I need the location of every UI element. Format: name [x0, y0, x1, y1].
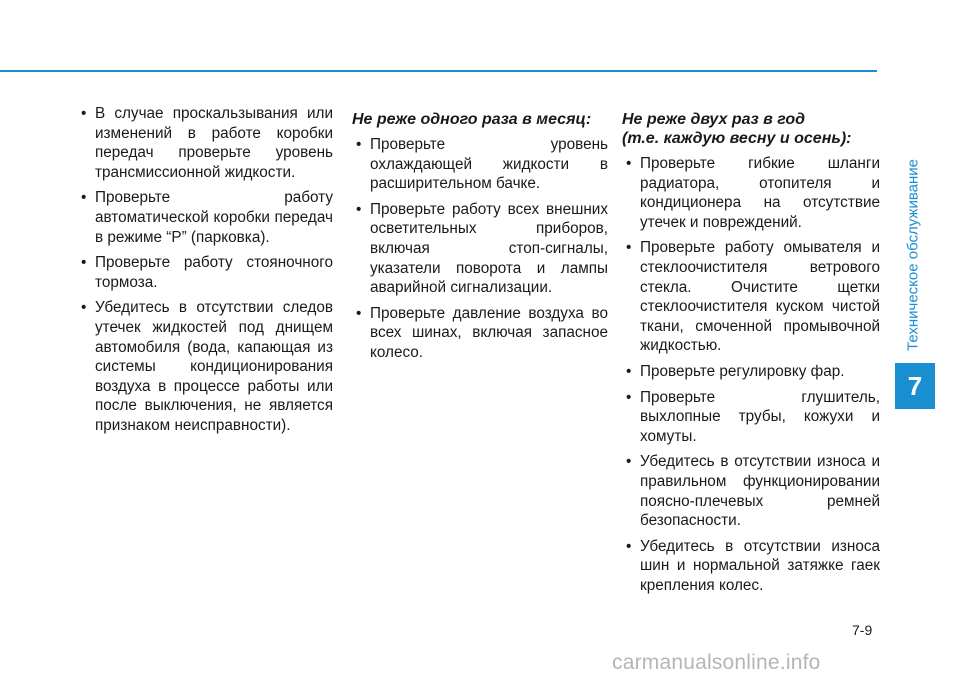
- list-item: • Убедитесь в отсутствии износа шин и нормальной затяжке гаек крепления колес.: [622, 537, 880, 596]
- list-item: • Проверьте давление воздуха во всех шинах, включая запасное колесо.: [352, 304, 608, 363]
- list-item: • Проверьте работу автоматической коробки передач в режиме “P” (парковка).: [77, 188, 333, 247]
- list-item: • Проверьте глушитель, выхлопные трубы, кожухи и хомуты.: [622, 388, 880, 447]
- list-item: • В случае проскальзывания или изменений в работе коробки передач проверьте уровень трансмиссионной жидкости.: [77, 104, 333, 182]
- watermark: carmanualsonline.info: [612, 651, 821, 674]
- list-item: • Убедитесь в отсутствии следов утечек жидкостей под днищем автомобиля (вода, капающая из системы кондиционирования воздуха в процессе работы или после выключения, не является признаком неисправности).: [77, 298, 333, 435]
- column-2: [352, 110, 608, 369]
- heading-line-1: Не реже двух раз в год: [622, 111, 806, 128]
- column-3: [622, 110, 880, 601]
- column-1: [77, 104, 333, 442]
- page-number: 7-9: [852, 622, 873, 638]
- monthly-heading: Не реже одного раза в месяц:: [352, 111, 592, 128]
- semiannual-heading: [622, 110, 880, 148]
- section-title-text: Техническое обслуживание: [904, 159, 922, 351]
- list-item: • Проверьте уровень охлаждающей жидкости в расширительном бачке.: [352, 135, 608, 194]
- list-item: • Проверьте работу всех внешних осветительных приборов, включая стоп-сигналы, указатели поворота и лампы аварийной сигнализации.: [352, 200, 608, 298]
- list-item: • Проверьте работу стояночного тормоза.: [77, 253, 333, 292]
- list-item: • Проверьте регулировку фар.: [622, 362, 880, 382]
- header-rule: [0, 70, 877, 72]
- section-title: [893, 150, 933, 360]
- list-item: • Убедитесь в отсутствии износа и правильном функционировании поясно-плечевых ремней безопасности.: [622, 452, 880, 530]
- list-item: • Проверьте работу омывателя и стеклоочистителя ветрового стекла. Очистите щетки стеклоочистителя куском чистой ткани, смоченной промывочной жидкостью.: [622, 238, 880, 356]
- heading-line-2: (т.е. каждую весну и осень):: [622, 130, 852, 147]
- chapter-tab: 7: [895, 363, 935, 409]
- list-item: • Проверьте гибкие шланги радиатора, отопителя и кондиционера на отсутствие утечек и повреждений.: [622, 154, 880, 232]
